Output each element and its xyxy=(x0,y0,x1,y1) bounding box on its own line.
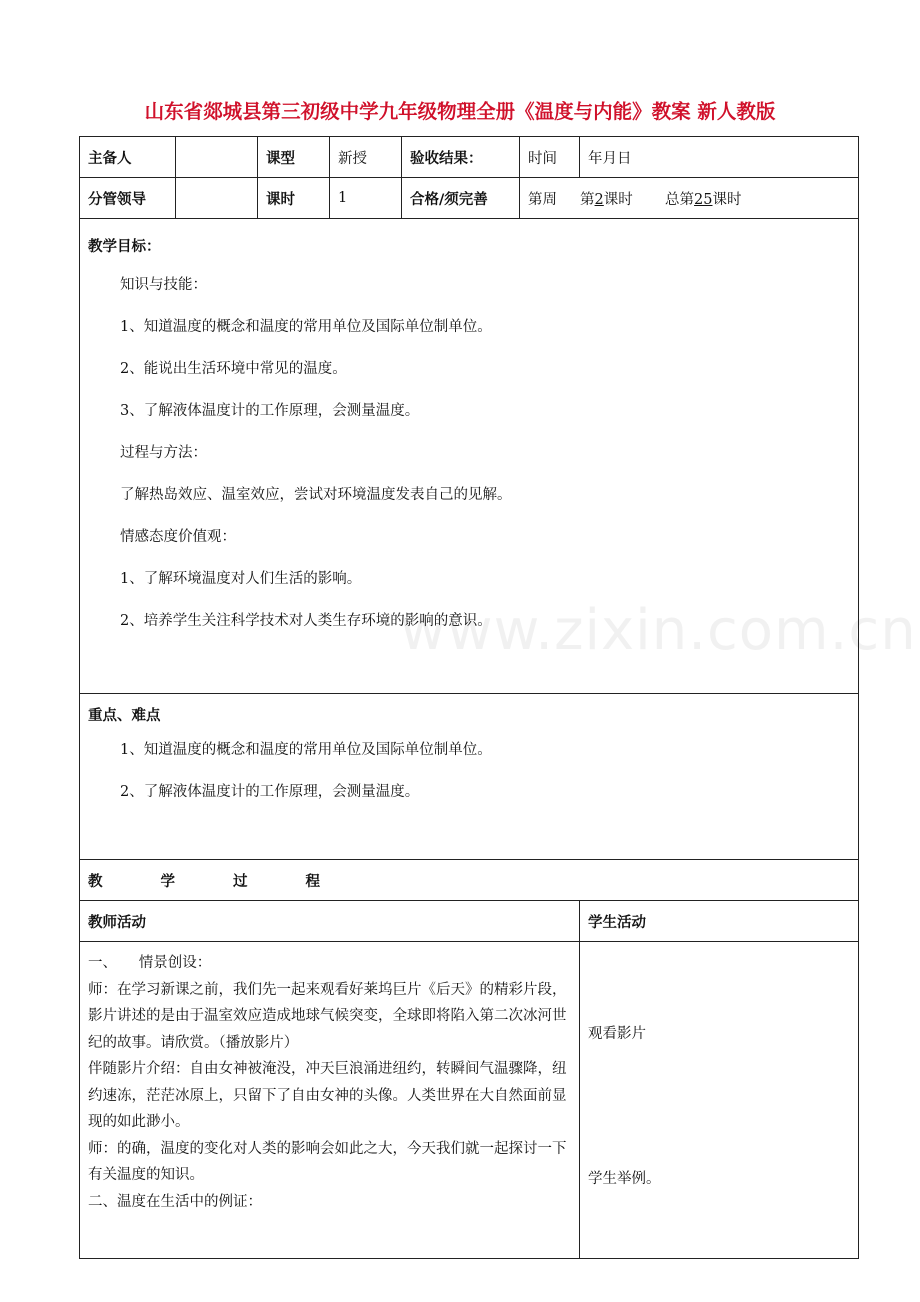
period-suffix: 课时 xyxy=(603,191,633,208)
pass-label: 合格/须完善 xyxy=(402,178,520,219)
period-number: 2 xyxy=(594,191,604,208)
goals-line: 了解热岛效应、温室效应，尝试对环境温度发表自己的见解。 xyxy=(120,487,512,503)
student-activity-cell xyxy=(580,942,859,1259)
goals-line: 过程与方法： xyxy=(120,445,207,461)
teacher-line: 一、 情景创设： xyxy=(88,955,212,971)
process-title-cell xyxy=(80,860,859,901)
lesson-plan-table xyxy=(79,136,859,1259)
document-title: 山东省郯城县第三初级中学九年级物理全册《温度与内能》教案 新人教版 xyxy=(144,100,776,123)
keypoints-row xyxy=(80,694,859,860)
student-note: 学生举例。 xyxy=(588,1171,661,1187)
leader-label: 分管领导 xyxy=(80,178,176,219)
goals-title: 教学目标： xyxy=(88,239,161,255)
time-value: 年月日 xyxy=(580,137,859,178)
watermark: www.zixin.com.cn xyxy=(400,598,917,663)
header-row-2 xyxy=(80,178,859,219)
hours-value: 1 xyxy=(330,178,402,219)
preparer-label: 主备人 xyxy=(80,137,176,178)
goals-line: 2、能说出生活环境中常见的温度。 xyxy=(120,361,347,377)
student-note: 观看影片 xyxy=(588,1026,646,1042)
header-row-1 xyxy=(80,137,859,178)
total-suffix: 课时 xyxy=(712,191,742,208)
goals-line: 1、知道温度的概念和温度的常用单位及国际单位制单位。 xyxy=(120,319,492,335)
teacher-line: 师：的确，温度的变化对人类的影响会如此之大，今天我们就一起探讨一下有关温度的知识。 xyxy=(88,1140,567,1183)
keypoints-line: 2、了解液体温度计的工作原理，会测量温度。 xyxy=(120,784,420,800)
keypoints-line: 1、知道温度的概念和温度的常用单位及国际单位制单位。 xyxy=(120,742,492,758)
teacher-line: 伴随影片介绍：自由女神被淹没，冲天巨浪涌进纽约，转瞬间气温骤降，纽约速冻，茫茫冰原上，只留下了自由女神的头像。人类世界在大自然面前显现的如此渺小。 xyxy=(88,1061,567,1130)
period-cell xyxy=(520,178,859,219)
keypoints-cell xyxy=(80,694,859,860)
teacher-activity-header: 教师活动 xyxy=(80,901,580,942)
type-label: 课型 xyxy=(258,137,330,178)
goals-line: 1、了解环境温度对人们生活的影响。 xyxy=(120,571,362,587)
total-prefix: 总第 xyxy=(665,191,695,208)
teacher-activity-cell xyxy=(80,942,580,1259)
keypoints-title: 重点、难点 xyxy=(88,708,161,724)
process-title-row xyxy=(80,860,859,901)
leader-value xyxy=(176,178,258,219)
total-number: 25 xyxy=(694,191,713,208)
goals-cell xyxy=(80,219,859,694)
period-prefix: 第 xyxy=(580,191,595,208)
goals-row xyxy=(80,219,859,694)
student-activity-header: 学生活动 xyxy=(580,901,859,942)
goals-line: 3、了解液体温度计的工作原理，会测量温度。 xyxy=(120,403,420,419)
type-value: 新授 xyxy=(330,137,402,178)
week-text: 第周 xyxy=(528,191,557,208)
activity-content-row xyxy=(80,942,859,1259)
teacher-line: 二、温度在生活中的例证： xyxy=(88,1193,262,1210)
hours-label: 课时 xyxy=(258,178,330,219)
goals-line: 知识与技能： xyxy=(120,277,207,293)
goals-line: 情感态度价值观： xyxy=(120,529,236,545)
teacher-line: 师：在学习新课之前，我们先一起来观看好莱坞巨片《后天》的精彩片段，影片讲述的是由于温室效应造成地球气候突变，全球即将陷入第二次冰河世纪的故事。请欣赏。（播放影片） xyxy=(88,981,567,1051)
activity-header-row xyxy=(80,901,859,942)
goals-line: 2、培养学生关注科学技术对人类生存环境的影响的意识。 xyxy=(120,613,492,629)
preparer-value xyxy=(176,137,258,178)
process-title: 教 学 过 程 xyxy=(88,873,320,890)
check-label: 验收结果： xyxy=(402,137,520,178)
time-label: 时间 xyxy=(520,137,580,178)
